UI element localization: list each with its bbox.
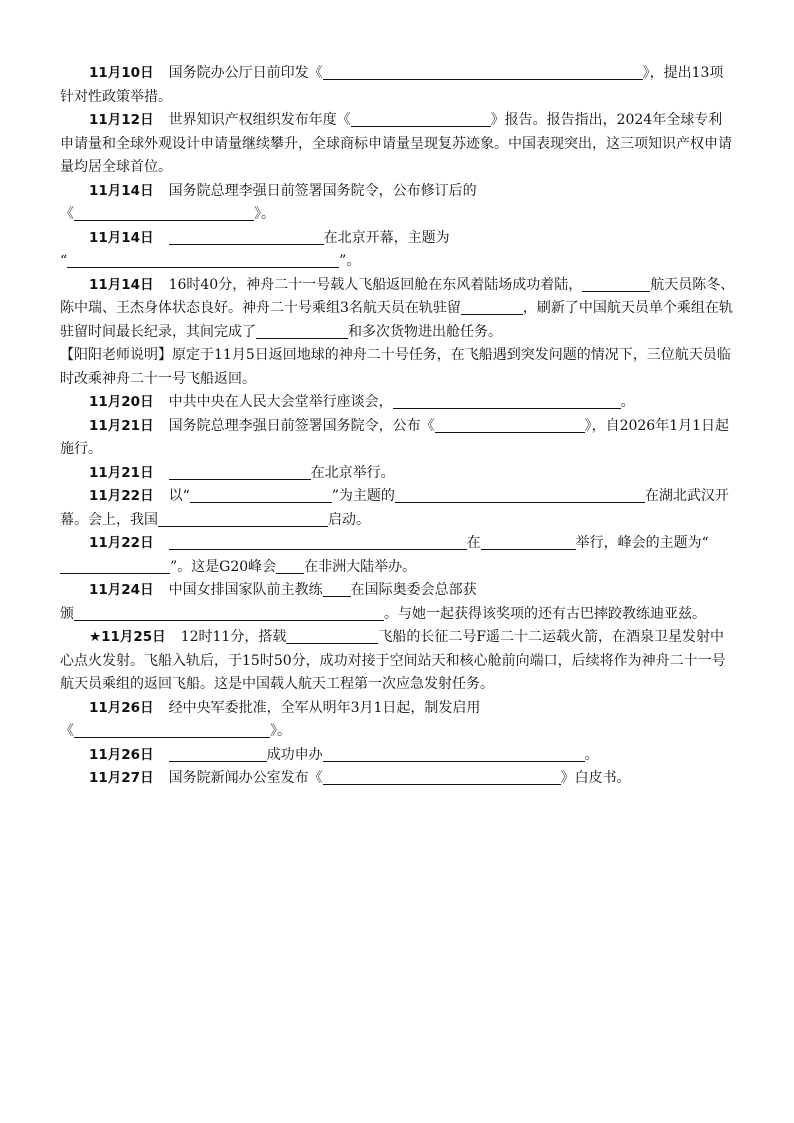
fill-blank[interactable]: [169, 463, 311, 480]
entry-text: 《: [60, 206, 74, 222]
entry-text: 飞船的长征二号F遥二十二运载火箭，在酒泉卫星发射中心点火发射。飞船入轨后，于15时50分，成功对接于空间站天和核心舱前向端口，后续将作为神舟二十一号航天员乘组的返回飞船。这是中国载人航天工程第一次应急发射任务。: [60, 629, 726, 692]
fill-blank[interactable]: [74, 604, 384, 621]
entry-date: 11月14日: [89, 229, 154, 246]
entry-text: 中国女排国家队前主教练: [168, 582, 323, 598]
entry-date: 11月21日: [89, 464, 154, 481]
entry-text: “: [60, 253, 68, 269]
fill-blank[interactable]: [582, 275, 650, 292]
entry-text: 12时11分，搭载: [180, 629, 287, 645]
fill-blank[interactable]: [276, 557, 304, 574]
note-text: 【阳阳老师说明】原定于11月5日返回地球的神舟二十号任务，在飞船遇到突发问题的情况下，三位航天员临时改乘神舟二十一号飞船返回。: [60, 347, 731, 387]
entry-text: 经中央军委批准，全军从明年3月1日起，制发启用: [168, 699, 481, 716]
entry-text: 》，提出13项针对性政策举措。: [60, 65, 724, 105]
entry-text: ”为主题的: [331, 488, 395, 504]
entry-1126-a: [60, 697, 736, 721]
entry-text: 国务院新闻办公室发布《: [168, 770, 323, 786]
fill-blank[interactable]: [158, 510, 328, 527]
fill-blank[interactable]: [393, 392, 621, 409]
entry-date: 11月24日: [89, 582, 154, 598]
entry-text: ”。: [339, 253, 361, 269]
entry-date: 11月20日: [89, 394, 154, 410]
entry-1114-a-cont: [60, 203, 736, 227]
entry-1121-a: [60, 415, 736, 462]
entry-text: 》，自2026年1月1日起施行。: [60, 417, 730, 457]
entry-text: 举行，峰会的主题为“: [575, 535, 709, 551]
fill-blank[interactable]: [323, 745, 585, 762]
entry-text: 在北京开幕，主题为: [323, 229, 450, 246]
entry-text: 中共中央在人民大会堂举行座谈会，: [168, 394, 393, 410]
entry-text: 在: [466, 535, 481, 551]
entry-text: 16时40分，神舟二十一号载人飞船返回舱在东风着陆场成功着陆，: [168, 276, 583, 293]
entry-1121-b: [60, 462, 736, 486]
fill-blank[interactable]: [67, 251, 339, 268]
entry-1127: [60, 767, 736, 791]
entry-text: ，刷新了中国航天员单个乘组在轨驻留时间最长纪录，其间完成了: [60, 300, 733, 340]
fill-blank[interactable]: [169, 228, 324, 245]
fill-blank[interactable]: [323, 580, 351, 597]
entry-1125: [60, 626, 736, 697]
entry-text: 颁: [60, 605, 74, 622]
fill-blank[interactable]: [190, 486, 332, 503]
fill-blank[interactable]: [74, 204, 254, 221]
entry-date: 11月22日: [89, 488, 154, 504]
entry-1114-b: [60, 227, 736, 251]
entry-text: 以“: [168, 488, 190, 504]
entry-1110: [60, 62, 736, 109]
entry-1112: [60, 109, 736, 180]
fill-blank[interactable]: [351, 110, 491, 127]
entry-text: 》报告。报告指出，2024年全球专利申请量和全球外观设计申请量继续攀升，全球商标申请量呈现复苏迹象。中国表现突出，这三项知识产权申请量均居全球首位。: [60, 112, 732, 175]
teacher-note: [60, 344, 736, 391]
entry-text: 成功申办: [266, 746, 323, 763]
entry-date: 11月12日: [89, 112, 154, 128]
fill-blank[interactable]: [60, 557, 170, 574]
fill-blank[interactable]: [435, 416, 585, 433]
entry-1114-c: [60, 274, 736, 345]
entry-1120: [60, 391, 736, 415]
entry-text: 在湖北武汉开幕。会上，我国: [60, 488, 729, 528]
entry-text: 》。: [270, 723, 291, 739]
entry-text: 国务院总理李强日前签署国务院令，公布修订后的: [168, 182, 477, 199]
fill-blank[interactable]: [256, 322, 348, 339]
entry-1124: [60, 579, 736, 603]
entry-date: 11月10日: [89, 65, 154, 81]
entry-text: 在非洲大陆举办。: [304, 558, 417, 575]
fill-blank[interactable]: [461, 298, 523, 315]
entry-1122-a: [60, 485, 736, 532]
timeline-list: [60, 62, 736, 791]
entry-1126-a-cont: [60, 720, 736, 744]
fill-blank[interactable]: [169, 533, 467, 550]
fill-blank[interactable]: [286, 627, 378, 644]
entry-text: 。与她一起获得该奖项的还有古巴摔跤教练迪亚兹。: [384, 605, 706, 622]
entry-text: 和多次货物进出舱任务。: [348, 323, 502, 340]
entry-text: 国务院总理李强日前签署国务院令，公布《: [168, 417, 435, 434]
entry-1114-a: [60, 180, 736, 204]
entry-text: 在国际奥委会总部获: [350, 582, 477, 598]
entry-1114-b-cont: [60, 250, 736, 274]
entry-text: 启动。: [328, 511, 370, 528]
fill-blank[interactable]: [74, 721, 270, 738]
entry-text: 在北京举行。: [310, 464, 395, 481]
entry-date: 11月22日: [89, 535, 154, 551]
entry-text: 《: [60, 723, 74, 739]
entry-text: 航天员陈冬、陈中瑞、王杰身体状态良好。神舟二十号乘组3名航天员在轨驻留: [60, 276, 735, 316]
entry-text: 》白皮书。: [560, 770, 631, 786]
entry-text: 。: [620, 394, 635, 410]
entry-date: ★11月25日: [89, 629, 166, 645]
entry-date: 11月14日: [89, 276, 154, 293]
entry-text: 世界知识产权组织发布年度《: [168, 112, 351, 128]
entry-date: 11月26日: [89, 699, 154, 716]
fill-blank[interactable]: [323, 63, 643, 80]
entry-text: 》。: [254, 206, 275, 222]
entry-1124-cont: [60, 603, 736, 627]
entry-text: 国务院办公厅日前印发《: [168, 65, 323, 81]
fill-blank[interactable]: [395, 486, 645, 503]
entry-date: 11月26日: [89, 746, 154, 763]
entry-text: 。: [584, 746, 599, 763]
entry-text: ”。这是G20峰会: [170, 558, 277, 575]
fill-blank[interactable]: [169, 745, 267, 762]
entry-1122-b: [60, 532, 736, 579]
fill-blank[interactable]: [481, 533, 576, 550]
entry-date: 11月21日: [89, 417, 154, 434]
entry-date: 11月14日: [89, 182, 154, 199]
fill-blank[interactable]: [323, 768, 561, 785]
entry-1126-b: [60, 744, 736, 768]
entry-date: 11月27日: [89, 770, 154, 786]
